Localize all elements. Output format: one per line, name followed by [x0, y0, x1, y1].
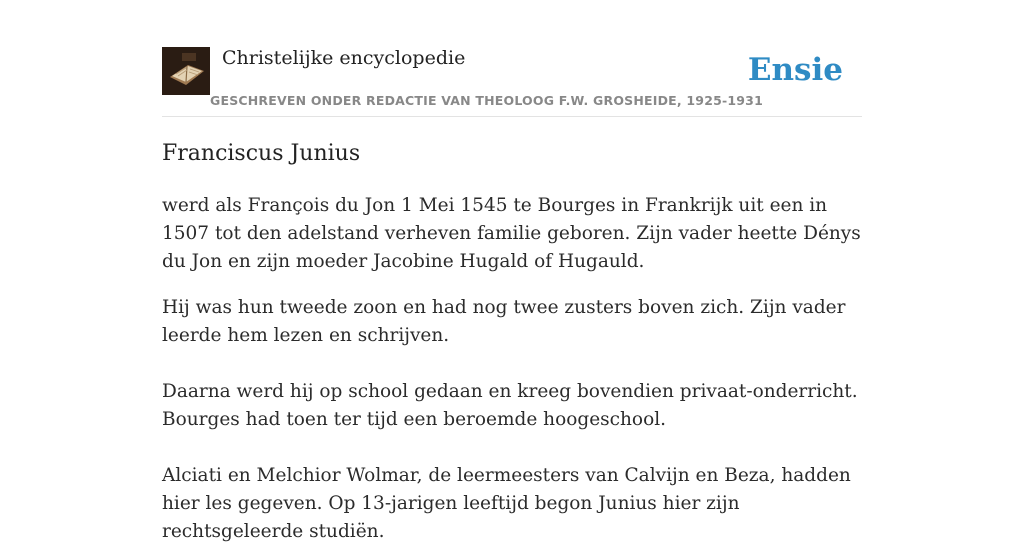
- site-subtitle: GESCHREVEN ONDER REDACTIE VAN THEOLOOG F.W. GROSHEIDE, 1925-1931: [210, 93, 763, 108]
- article-paragraph: Daarna werd hij op school gedaan en kreeg bovendien privaat-onderricht. Bourges had toen ter tijd een beroemde hoogeschool.: [162, 381, 858, 430]
- site-header: [162, 46, 862, 117]
- article-paragraph: Alciati en Melchior Wolmar, de leermeesters van Calvijn en Beza, hadden hier les gegeven. Op 13-jarigen leeftijd begon Junius hier zijn rechtsgeleerde studiën.: [162, 465, 851, 542]
- article-paragraph: werd als François du Jon 1 Mei 1545 te Bourges in Frankrijk uit een in 1507 tot den adelstand verheven familie geboren. Zijn vader heette Dénys du Jon en zijn moeder Jacobine Hugald of Hugauld.: [162, 195, 861, 272]
- article-title: Franciscus Junius: [162, 141, 361, 166]
- site-title[interactable]: Christelijke encyclopedie: [222, 47, 466, 69]
- book-photo-icon: [162, 47, 210, 95]
- article-paragraph: Hij was hun tweede zoon en had nog twee zusters boven zich. Zijn vader leerde hem lezen en schrijven.: [162, 297, 846, 346]
- brand-logo-link[interactable]: Ensie: [747, 52, 843, 88]
- article-content: [162, 138, 864, 546]
- site-avatar[interactable]: [162, 47, 210, 95]
